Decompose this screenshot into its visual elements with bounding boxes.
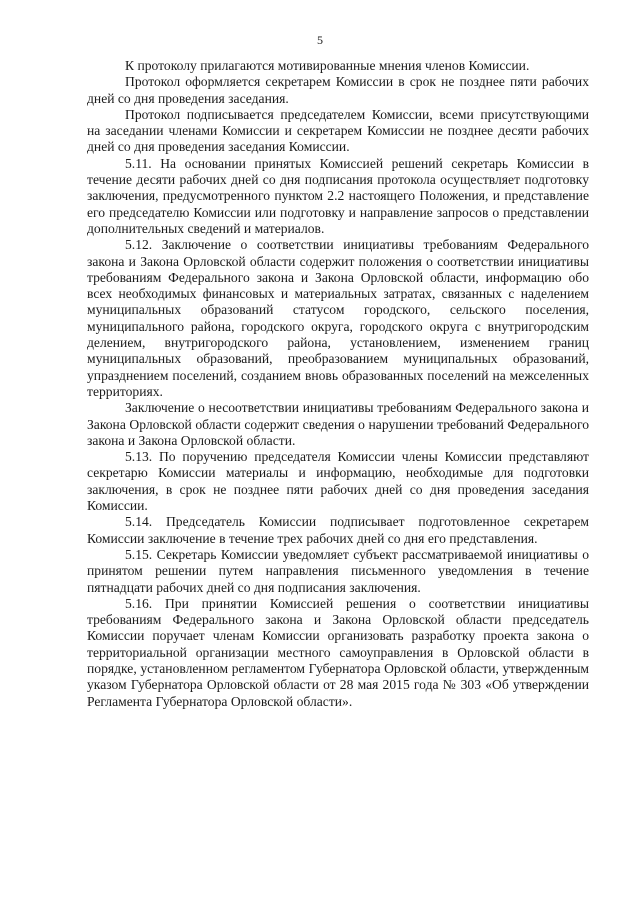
paragraph-5-12: 5.12. Заключение о соответствии инициативы требованиям Федерального закона и Закона Орловской области содержит положения о соответствии инициативы требованиям Федерального закона и Закона Орловской области, информацию обо всех необходимых финансовых и материальных затратах, связанных с наделением муниципальных образований статусом городского, сельского поселения, муниципального района, городского округа, городского округа с внутригородским делением, внутригородского района, установлением, изменением границ муниципальных образований, преобразованием муниципальных образований, упразднением поселений, созданием вновь образованных поселений на межселенных территориях. [87, 237, 589, 399]
paragraph-5-14: 5.14. Председатель Комиссии подписывает подготовленное секретарем Комиссии заключение в течение трех рабочих дней со дня его представления. [87, 514, 589, 546]
paragraph-5-15: 5.15. Секретарь Комиссии уведомляет субъект рассматриваемой инициативы о принятом решении путем направления письменного уведомления в течение пятнадцати рабочих дней со дня подписания заключения. [87, 546, 589, 595]
paragraph-nonconformity-conclusion: Заключение о несоответствии инициативы требованиям Федерального закона и Закона Орловской области содержит сведения о нарушении требований Федерального закона и Закона Орловской области. [87, 400, 589, 448]
page-number: 5 [317, 33, 323, 47]
paragraph-protocol-secretary: Протокол оформляется секретарем Комиссии в срок не позднее пяти рабочих дней со дня проведения заседания. [87, 74, 589, 106]
paragraph-protocol-signing: Протокол подписывается председателем Комиссии, всеми присутствующими на заседании членами Комиссии и секретарем Комиссии не позднее десяти рабочих дней со дня проведения заседания Комиссии. [87, 106, 589, 155]
paragraph-protocol-attachments: К протоколу прилагаются мотивированные мнения членов Комиссии. [125, 58, 530, 73]
paragraph-5-16: 5.16. При принятии Комиссией решения о соответствии инициативы требованиям Федерального закона и Закона Орловской области председатель Комиссии поручает членам Комиссии организовать разработку проекта закона о территориальной организации местного самоуправления в Орловской области в порядке, установленном регламентом Губернатора Орловской области, утвержденным указом Губернатора Орловской области от 28 мая 2015 года № 303 «Об утверждении Регламента Губернатора Орловской области». [87, 595, 589, 709]
paragraph-5-13: 5.13. По поручению председателя Комиссии члены Комиссии представляют секретарю Комиссии материалы и информацию, необходимые для подготовки заключения, в срок не позднее пяти рабочих дней со дня проведения заседания Комиссии. [87, 449, 589, 514]
document-body [87, 58, 589, 710]
paragraph-5-11: 5.11. На основании принятых Комиссией решений секретарь Комиссии в течение десяти рабочих дней со дня подписания протокола осуществляет подготовку заключения, предусмотренного пунктом 2.2 настоящего Положения, и представление его председателю Комиссии или подготовку и направление запросов о представлении дополнительных сведений и материалов. [87, 155, 589, 236]
